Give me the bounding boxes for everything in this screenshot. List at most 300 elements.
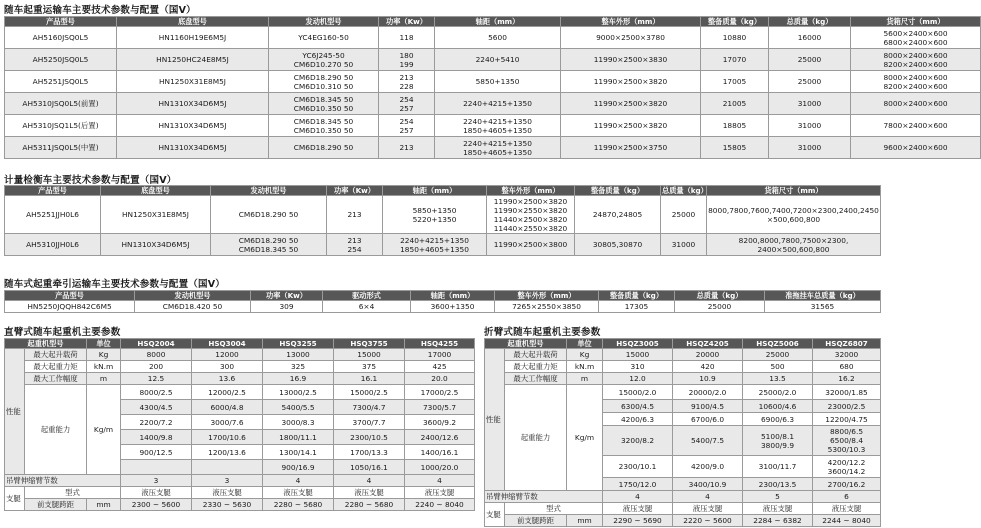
lift-value-line: 20000/2.0 (688, 387, 727, 397)
table-row (485, 491, 881, 503)
cell-dims (561, 137, 701, 159)
dims-line: 11990×2500×3800 (493, 240, 568, 249)
engine-line: CM6D18.290 50 (293, 143, 354, 152)
cell-cargo (851, 115, 981, 137)
cell-power (379, 49, 435, 71)
cell-cargo (707, 234, 881, 256)
unit-cell: Kg (87, 349, 121, 361)
value-cell: 液压支腿 (673, 503, 743, 515)
cell-dims (561, 49, 701, 71)
lift-value: 15000/2.5 (334, 385, 405, 400)
lift-value (743, 385, 813, 400)
section-title-folding-crane: 折臂式随车起重机主要参数 (484, 327, 601, 338)
table-row (5, 196, 881, 234)
engine-line: CM6D10.270 50 (293, 59, 354, 69)
value-cell: 2300 ~ 5600 (121, 499, 192, 511)
value-cell: 液压支腿 (405, 487, 475, 499)
wheelbase-line: 2240+4215+1350 (463, 138, 532, 148)
lift-value: 1050/16.1 (334, 460, 405, 475)
lift-value-line: 2300/10.1 (618, 462, 657, 471)
weighing-spec-table (4, 185, 881, 256)
column-header: 轴距（mm） (435, 17, 561, 27)
value-cell: 16.9 (263, 373, 334, 385)
lift-value-line: 9100/4.5 (690, 401, 725, 411)
dims-line: 9000×2500×3780 (596, 33, 665, 42)
section-title-transport: 随车起重运输车主要技术参数与配置（国V） (4, 5, 196, 16)
header-row (485, 339, 881, 349)
cell-gross: 31000 (769, 115, 851, 137)
dims-line: 11990×2500×3820 (593, 77, 668, 86)
cell-engine (269, 71, 379, 93)
column-header: HSQ3004 (192, 339, 263, 349)
lift-value: 3600/9.2 (405, 415, 475, 430)
power-line: 228 (399, 81, 414, 91)
cell-gross: 31000 (661, 234, 707, 256)
dims-line: 11440×2500×3820 (493, 214, 568, 224)
cell-power (379, 137, 435, 159)
cargo-line: 2400×500,600,800 (757, 244, 830, 254)
column-header: 起重机型号 (485, 339, 567, 349)
lift-value: 1300/14.1 (263, 445, 334, 460)
unit-cell: kN.m (567, 361, 603, 373)
table-row (5, 475, 475, 487)
table-row (485, 503, 881, 515)
column-header: 整备质量（kg） (599, 291, 675, 301)
value-cell: 液压支腿 (334, 487, 405, 499)
cell-dims (487, 196, 575, 234)
cell-gross: 25000 (661, 196, 707, 234)
table-row (5, 137, 981, 159)
table-row (5, 93, 981, 115)
cell-curb: 15805 (701, 137, 769, 159)
table-row (5, 373, 475, 385)
value-cell: 液压支腿 (603, 503, 673, 515)
column-header: HSQZ5006 (743, 339, 813, 349)
lift-capacity-unit: Kg/m (87, 385, 121, 475)
dims-line: 11990×2500×3820 (593, 99, 668, 108)
cell-engine (269, 115, 379, 137)
table-row (5, 361, 475, 373)
header-row (5, 291, 881, 301)
dims-line: 11990×2500×3820 (493, 196, 568, 206)
cell-model: AH5251JSQ0L5 (5, 71, 117, 93)
section-title-tractor: 随车式起重牵引运输车主要技术参数与配置（国V） (4, 279, 225, 290)
cell-gross: 25000 (769, 71, 851, 93)
cell: 3600+1350 (411, 301, 495, 313)
lift-value: 17000/2.5 (405, 385, 475, 400)
lift-value (673, 456, 743, 478)
power-line: 199 (399, 59, 414, 69)
lift-value: 1400/9.8 (121, 430, 192, 445)
unit-cell: Kg (567, 349, 603, 361)
cell-power (327, 196, 383, 234)
value-cell: 2290 ~ 5690 (603, 515, 673, 527)
cargo-line: 8200×2400×600 (883, 59, 948, 69)
cell-wheelbase (435, 27, 561, 49)
power-line: 213 (347, 235, 362, 245)
power-line: 213 (399, 143, 414, 152)
value-cell: 4 (334, 475, 405, 487)
folding-crane-table (484, 338, 881, 527)
engine-line: CM6D18.290 50 (238, 235, 299, 245)
section-title-weighing: 计量检衡车主要技术参数与配置（国V） (4, 175, 177, 186)
power-line: 213 (399, 72, 414, 82)
value-cell: 液压支腿 (743, 503, 813, 515)
row-label: 最大工作幅度 (505, 373, 567, 385)
lift-value: 5400/5.5 (263, 400, 334, 415)
lift-value (192, 460, 263, 475)
lift-value (673, 385, 743, 400)
cargo-line: 8200,8000,7800,7500×2300, (738, 235, 849, 245)
engine-line: CM6D10.310 50 (293, 81, 354, 91)
lift-value-line: 6300/4.5 (620, 401, 655, 411)
cell-wheelbase (435, 49, 561, 71)
row-label: 型式 (505, 503, 603, 515)
lift-value-line: 5300/10.3 (827, 445, 866, 454)
cargo-line: 6800×2400×600 (883, 37, 948, 47)
lift-value-line: 25000/2.0 (758, 387, 797, 397)
cargo-line: 8000×2400×600 (883, 99, 948, 108)
dims-line: 11990×2500×3750 (593, 143, 668, 152)
column-header: 功率（Kw） (379, 17, 435, 27)
column-header: 单位 (567, 339, 603, 349)
value-cell: 10.9 (673, 373, 743, 385)
lift-value: 7300/4.7 (334, 400, 405, 415)
lift-value-line: 15000/2.0 (618, 387, 657, 397)
performance-group-label: 性能 (5, 349, 25, 475)
table-row (5, 234, 881, 256)
cell-curb: 24870,24805 (575, 196, 661, 234)
lift-value: 2400/12.6 (405, 430, 475, 445)
value-cell: 13.6 (192, 373, 263, 385)
cell-cargo (851, 93, 981, 115)
wheelbase-line: 1850+4605+1350 (400, 244, 469, 254)
straight-crane-table (4, 338, 475, 511)
lift-value: 1400/16.1 (405, 445, 475, 460)
lift-value (813, 478, 881, 491)
lift-value (673, 400, 743, 413)
header-row (5, 17, 981, 27)
value-cell: 液压支腿 (121, 487, 192, 499)
engine-line: CM6D18.345 50 (238, 244, 299, 254)
cargo-line: 9600×2400×600 (883, 143, 948, 152)
cell: 309 (251, 301, 323, 313)
column-header: HSQ4255 (405, 339, 475, 349)
cargo-line: 5600×2400×600 (883, 28, 948, 38)
cell-chassis: HN1160H19E6M5J (117, 27, 269, 49)
lift-value (743, 456, 813, 478)
lift-value-line: 8800/6.5 (829, 427, 864, 436)
power-line: 213 (347, 210, 362, 219)
lift-value: 7300/5.7 (405, 400, 475, 415)
power-line: 257 (399, 125, 414, 135)
value-cell: 2330 ~ 5630 (192, 499, 263, 511)
lift-value: 1700/13.3 (334, 445, 405, 460)
lift-value-line: 4200/9.0 (690, 462, 725, 471)
lift-value (603, 456, 673, 478)
column-header: 产品型号 (5, 186, 101, 196)
performance-group-label: 性能 (485, 349, 505, 491)
value-cell: 2240 ~ 8040 (405, 499, 475, 511)
table-row (5, 27, 981, 49)
lift-value: 3700/7.7 (334, 415, 405, 430)
cell-engine (211, 234, 327, 256)
dims-line: 11990×2550×3820 (493, 205, 568, 215)
header-row (5, 339, 475, 349)
value-cell: 4 (405, 475, 475, 487)
unit-cell: m (87, 373, 121, 385)
value-cell: 325 (263, 361, 334, 373)
lift-value-line: 2700/16.2 (827, 479, 866, 489)
row-label: 最大起重力矩 (25, 361, 87, 373)
cell-chassis: HN1250HC24E8M5J (117, 49, 269, 71)
column-header: HSQ3255 (263, 339, 334, 349)
lift-value-line: 3800/9.9 (760, 440, 795, 450)
cell-model: AH5160JSQ0L5 (5, 27, 117, 49)
engine-line: CM6D10.350 50 (293, 103, 354, 113)
value-cell: 25000 (743, 349, 813, 361)
column-header: 准拖挂车总质量（kg） (765, 291, 881, 301)
cell-cargo (851, 49, 981, 71)
lift-value-line: 3200/8.2 (620, 436, 655, 445)
cell: 31565 (765, 301, 881, 313)
cell-curb: 18805 (701, 115, 769, 137)
column-header: 发动机型号 (135, 291, 251, 301)
wheelbase-line: 2240+4215+1350 (400, 235, 469, 245)
lift-capacity-unit: Kg/m (567, 385, 603, 491)
cell-dims (561, 27, 701, 49)
column-header: 功率（Kw） (327, 186, 383, 196)
unit-cell: mm (567, 515, 603, 527)
lift-value: 900/12.5 (121, 445, 192, 460)
lift-value-line: 2300/13.5 (758, 479, 797, 489)
lift-value (813, 456, 881, 478)
engine-line: CM6D18.345 50 (293, 94, 354, 104)
cell-cargo (707, 196, 881, 234)
value-cell: 3 (121, 475, 192, 487)
lift-value-line: 5100/8.1 (760, 431, 795, 441)
wheelbase-line: 2240+4215+1350 (463, 116, 532, 126)
lift-value (603, 400, 673, 413)
engine-line: YC6J245-50 (302, 50, 345, 60)
cell-chassis: HN1310X34D6M5J (117, 93, 269, 115)
cell-model: AH5311JSQ0L5(中置) (5, 137, 117, 159)
table-row (485, 515, 881, 527)
wheelbase-line: 5220+1350 (412, 214, 457, 224)
cell-wheelbase (435, 115, 561, 137)
lift-value: 2300/10.5 (334, 430, 405, 445)
table-row (485, 373, 881, 385)
value-cell: 15000 (334, 349, 405, 361)
column-header: 总质量（kg） (675, 291, 765, 301)
value-cell: 32000 (813, 349, 881, 361)
lift-value-line: 5400/7.5 (690, 436, 725, 445)
cell-gross: 25000 (769, 49, 851, 71)
column-header: 货箱尺寸（mm） (851, 17, 981, 27)
table-row (5, 49, 981, 71)
lift-value-line: 6900/6.3 (760, 414, 795, 424)
table-row (5, 385, 475, 400)
cargo-line: 8000×2400×600 (883, 50, 948, 60)
lift-value (743, 400, 813, 413)
column-header: HSQZ4205 (673, 339, 743, 349)
cargo-line: 8200×2400×600 (883, 81, 948, 91)
cell-wheelbase (383, 196, 487, 234)
column-header: 单位 (87, 339, 121, 349)
cell-power (327, 234, 383, 256)
value-cell: 4 (673, 491, 743, 503)
lift-value (673, 413, 743, 426)
cell-wheelbase (435, 137, 561, 159)
lift-value: 12000/2.5 (192, 385, 263, 400)
lift-value-line: 6700/6.0 (690, 414, 725, 424)
cell: HN5250JQQH842C6M5 (5, 301, 135, 313)
cell-curb: 17005 (701, 71, 769, 93)
cargo-line: 8000,7800,7600,7400,7200×2300,2400,2450 (708, 205, 879, 215)
cell-chassis: HN1250X31E8M5J (117, 71, 269, 93)
power-line: 118 (399, 33, 414, 42)
value-cell: 200 (121, 361, 192, 373)
cell-engine (211, 196, 327, 234)
value-cell: 12.0 (603, 373, 673, 385)
power-line: 254 (399, 94, 414, 104)
cell-gross: 16000 (769, 27, 851, 49)
lift-value: 3000/8.3 (263, 415, 334, 430)
lift-value: 1000/20.0 (405, 460, 475, 475)
cell-gross: 31000 (769, 137, 851, 159)
cell-model: AH5251JJH0L6 (5, 196, 101, 234)
cell-power (379, 71, 435, 93)
power-line: 254 (399, 116, 414, 126)
value-cell: 2280 ~ 5680 (263, 499, 334, 511)
cell-power (379, 115, 435, 137)
row-label: 最大工作幅度 (25, 373, 87, 385)
value-cell: 13.5 (743, 373, 813, 385)
wheelbase-line: 2240+5410 (475, 55, 520, 64)
column-header: 产品型号 (5, 291, 135, 301)
row-label: 最大起升载荷 (25, 349, 87, 361)
column-header: 整备质量（kg） (701, 17, 769, 27)
cell-curb: 10880 (701, 27, 769, 49)
value-cell: 4 (263, 475, 334, 487)
cell-dims (561, 93, 701, 115)
row-label: 最大起重力矩 (505, 361, 567, 373)
cell-dims (561, 115, 701, 137)
transport-spec-table (4, 16, 981, 159)
cell-dims (487, 234, 575, 256)
value-cell: 2284 ~ 6382 (743, 515, 813, 527)
lift-value-line: 3600/14.2 (827, 466, 866, 476)
cell-chassis: HN1310X34D6M5J (101, 234, 211, 256)
value-cell: 6 (813, 491, 881, 503)
row-label: 吊臂伸缩臂节数 (5, 475, 121, 487)
column-header: 整车外形（mm） (561, 17, 701, 27)
lift-value: 1800/11.1 (263, 430, 334, 445)
unit-cell: kN.m (87, 361, 121, 373)
lift-value-line: 4200/6.3 (620, 414, 655, 424)
value-cell: 2244 ~ 8040 (813, 515, 881, 527)
lift-value: 13000/2.5 (263, 385, 334, 400)
value-cell: 500 (743, 361, 813, 373)
value-cell: 3 (192, 475, 263, 487)
lift-value-line: 32000/1.85 (825, 387, 868, 397)
lift-value (813, 413, 881, 426)
column-header: 发动机型号 (269, 17, 379, 27)
lift-value: 900/16.9 (263, 460, 334, 475)
column-header: 产品型号 (5, 17, 117, 27)
cell-cargo (851, 71, 981, 93)
column-header: 底盘型号 (101, 186, 211, 196)
cell-chassis: HN1310X34D6M5J (117, 115, 269, 137)
value-cell: 680 (813, 361, 881, 373)
lift-value (813, 400, 881, 413)
table-row (5, 115, 981, 137)
value-cell: 5 (743, 491, 813, 503)
column-header: 底盘型号 (117, 17, 269, 27)
dims-line: 11990×2500×3820 (593, 121, 668, 130)
row-label: 吊臂伸缩臂节数 (485, 491, 603, 503)
cell-curb: 17070 (701, 49, 769, 71)
lift-value: 1700/10.6 (192, 430, 263, 445)
tractor-spec-table (4, 290, 881, 313)
wheelbase-line: 5850+1350 (412, 205, 457, 215)
section-title-straight-crane: 直臂式随车起重机主要参数 (4, 327, 121, 338)
power-line: 257 (399, 103, 414, 113)
cell: 7265×2550×3850 (495, 301, 599, 313)
cell-engine (269, 137, 379, 159)
wheelbase-line: 5600 (488, 33, 507, 42)
power-line: 254 (347, 244, 362, 254)
lift-value (813, 426, 881, 456)
cell: 6×4 (323, 301, 411, 313)
cell: 17305 (599, 301, 675, 313)
value-cell: 液压支腿 (192, 487, 263, 499)
cargo-line: 7800×2400×600 (883, 121, 948, 130)
lift-value (121, 460, 192, 475)
lift-value: 8000/2.5 (121, 385, 192, 400)
lift-value: 3000/7.6 (192, 415, 263, 430)
column-header: HSQZ3005 (603, 339, 673, 349)
lift-value (603, 426, 673, 456)
cell-cargo (851, 137, 981, 159)
engine-line: CM6D18.290 50 (293, 72, 354, 82)
wheelbase-line: 2240+4215+1350 (463, 99, 532, 108)
column-header: 货箱尺寸（mm） (707, 186, 881, 196)
column-header: 整车外形（mm） (495, 291, 599, 301)
engine-line: CM6D18.345 50 (293, 116, 354, 126)
value-cell: 8000 (121, 349, 192, 361)
value-cell: 液压支腿 (813, 503, 881, 515)
value-cell: 425 (405, 361, 475, 373)
cell-engine (269, 27, 379, 49)
lift-value-line: 12200/4.75 (825, 414, 868, 424)
value-cell: 13000 (263, 349, 334, 361)
cell-wheelbase (383, 234, 487, 256)
cell-cargo (851, 27, 981, 49)
value-cell: 20000 (673, 349, 743, 361)
wheelbase-line: 5850+1350 (475, 77, 520, 86)
dims-line: 11990×2500×3830 (593, 55, 668, 64)
lift-value (743, 478, 813, 491)
value-cell: 12.5 (121, 373, 192, 385)
column-header: HSQ3755 (334, 339, 405, 349)
engine-line: YC4EG160-50 (298, 33, 349, 42)
lift-value: 4300/4.5 (121, 400, 192, 415)
dims-line: 11440×2550×3820 (493, 223, 568, 233)
value-cell: 375 (334, 361, 405, 373)
cell-power (379, 93, 435, 115)
lift-value (813, 385, 881, 400)
